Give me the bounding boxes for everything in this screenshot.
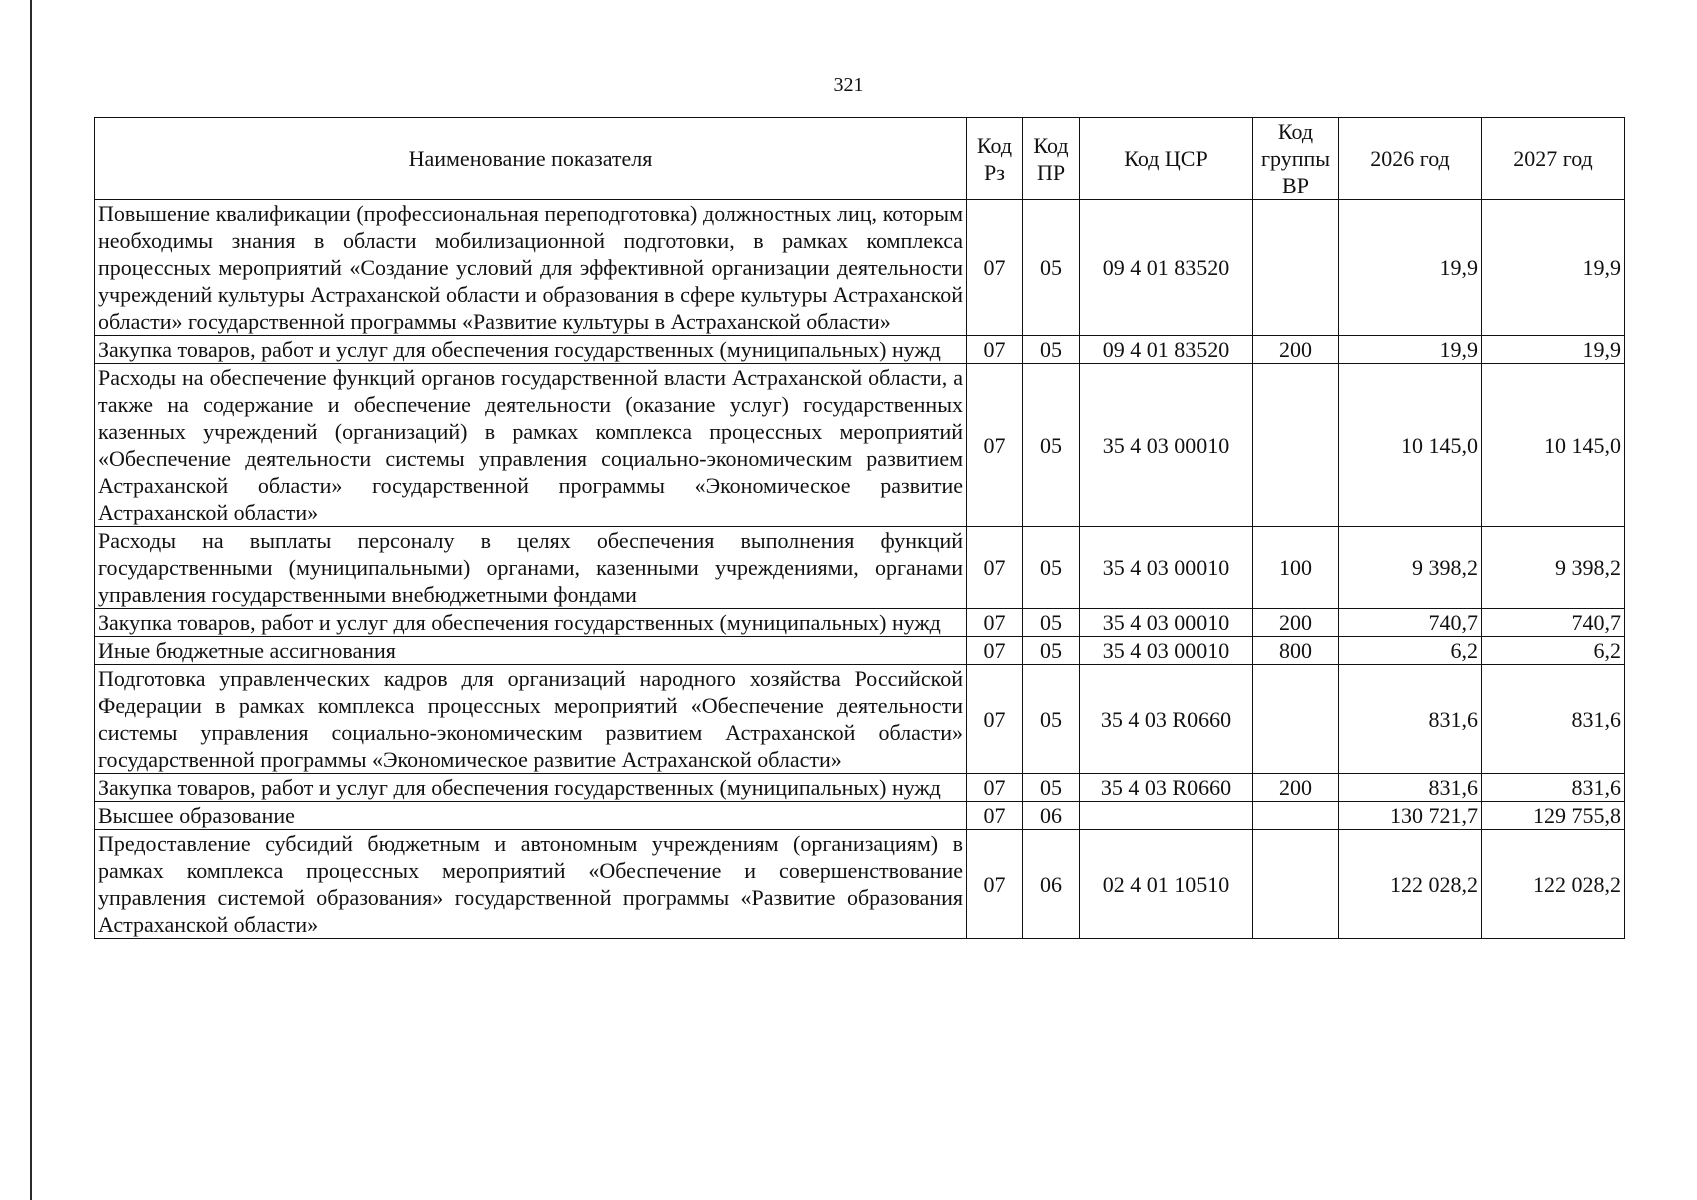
row-name: Закупка товаров, работ и услуг для обеспечения государственных (муниципальных) нужд (95, 609, 967, 637)
header-2027: 2027 год (1482, 118, 1625, 200)
row-pr: 05 (1023, 665, 1080, 774)
row-vr: 200 (1253, 336, 1339, 364)
row-2027: 129 755,8 (1482, 802, 1625, 830)
header-name: Наименование показателя (95, 118, 967, 200)
row-name: Предоставление субсидий бюджетным и автономным учреждениям (организациям) в рамках комплекса процессных мероприятий «Обеспечение и совершенствование управления системой образования» государственной программы «Развитие образования Астраханской области» (95, 830, 967, 939)
row-vr (1253, 665, 1339, 774)
row-2026: 6,2 (1339, 637, 1482, 665)
row-2027: 122 028,2 (1482, 830, 1625, 939)
row-2026: 19,9 (1339, 336, 1482, 364)
row-csr (1080, 802, 1253, 830)
row-vr: 200 (1253, 774, 1339, 802)
row-2026: 740,7 (1339, 609, 1482, 637)
table-row (95, 527, 1625, 609)
table-body (95, 200, 1625, 939)
table-row (95, 609, 1625, 637)
row-2027: 19,9 (1482, 200, 1625, 336)
table-row (95, 774, 1625, 802)
row-pr: 05 (1023, 774, 1080, 802)
row-rz: 07 (967, 527, 1023, 609)
table-row (95, 802, 1625, 830)
table-row (95, 637, 1625, 665)
row-rz: 07 (967, 637, 1023, 665)
row-vr (1253, 364, 1339, 527)
row-2027: 831,6 (1482, 665, 1625, 774)
row-2027: 10 145,0 (1482, 364, 1625, 527)
row-csr: 35 4 03 00010 (1080, 364, 1253, 527)
row-vr (1253, 830, 1339, 939)
row-name: Расходы на выплаты персоналу в целях обеспечения выполнения функций государственными (муниципальными) органами, казенными учреждениями, органами управления государственными внебюджетными фондами (95, 527, 967, 609)
header-vr: Код группы ВР (1253, 118, 1339, 200)
row-vr (1253, 200, 1339, 336)
row-vr: 800 (1253, 637, 1339, 665)
row-rz: 07 (967, 665, 1023, 774)
row-pr: 05 (1023, 527, 1080, 609)
row-csr: 02 4 01 10510 (1080, 830, 1253, 939)
row-2026: 831,6 (1339, 665, 1482, 774)
row-csr: 35 4 03 R0660 (1080, 774, 1253, 802)
row-name: Расходы на обеспечение функций органов государственной власти Астраханской области, а также на содержание и обеспечение деятельности (оказание услуг) государственных казенных учреждений (организаций) в рамках комплекса процессных мероприятий «Обеспечение деятельности системы управления социально-экономическим развитием Астраханской области» государственной программы «Экономическое развитие Астраханской области» (95, 364, 967, 527)
row-name: Иные бюджетные ассигнования (95, 637, 967, 665)
header-2026: 2026 год (1339, 118, 1482, 200)
row-vr: 100 (1253, 527, 1339, 609)
row-2027: 740,7 (1482, 609, 1625, 637)
table-header (95, 118, 1625, 200)
table-row (95, 830, 1625, 939)
header-csr: Код ЦСР (1080, 118, 1253, 200)
row-pr: 05 (1023, 200, 1080, 336)
row-pr: 05 (1023, 364, 1080, 527)
row-2027: 19,9 (1482, 336, 1625, 364)
row-2026: 19,9 (1339, 200, 1482, 336)
row-name: Закупка товаров, работ и услуг для обеспечения государственных (муниципальных) нужд (95, 774, 967, 802)
header-rz: Код Рз (967, 118, 1023, 200)
row-name: Повышение квалификации (профессиональная переподготовка) должностных лиц, которым необходимы знания в области мобилизационной подготовки, в рамках комплекса процессных мероприятий «Создание условий для эффективной организации деятельности учреждений культуры Астраханской области и образования в сфере культуры Астраханской области» государственной программы «Развитие культуры в Астраханской области» (95, 200, 967, 336)
row-csr: 09 4 01 83520 (1080, 200, 1253, 336)
row-rz: 07 (967, 336, 1023, 364)
row-name: Подготовка управленческих кадров для организаций народного хозяйства Российской Федерации в рамках комплекса процессных мероприятий «Обеспечение деятельности системы управления социально-экономическим развитием Астраханской области» государственной программы «Экономическое развитие Астраханской области» (95, 665, 967, 774)
row-csr: 09 4 01 83520 (1080, 336, 1253, 364)
row-csr: 35 4 03 00010 (1080, 527, 1253, 609)
row-rz: 07 (967, 200, 1023, 336)
row-2026: 831,6 (1339, 774, 1482, 802)
row-rz: 07 (967, 364, 1023, 527)
row-vr: 200 (1253, 609, 1339, 637)
row-2026: 130 721,7 (1339, 802, 1482, 830)
table-row (95, 665, 1625, 774)
row-2027: 6,2 (1482, 637, 1625, 665)
row-csr: 35 4 03 R0660 (1080, 665, 1253, 774)
row-rz: 07 (967, 830, 1023, 939)
row-pr: 05 (1023, 336, 1080, 364)
row-2027: 9 398,2 (1482, 527, 1625, 609)
row-pr: 06 (1023, 830, 1080, 939)
budget-table (94, 117, 1625, 939)
header-row (95, 118, 1625, 200)
page-number: 321 (833, 74, 864, 96)
row-csr: 35 4 03 00010 (1080, 609, 1253, 637)
table-row (95, 200, 1625, 336)
row-csr: 35 4 03 00010 (1080, 637, 1253, 665)
row-rz: 07 (967, 802, 1023, 830)
row-2026: 122 028,2 (1339, 830, 1482, 939)
row-name: Высшее образование (95, 802, 967, 830)
row-rz: 07 (967, 774, 1023, 802)
row-rz: 07 (967, 609, 1023, 637)
header-pr: Код ПР (1023, 118, 1080, 200)
row-2026: 10 145,0 (1339, 364, 1482, 527)
row-2027: 831,6 (1482, 774, 1625, 802)
table-row (95, 336, 1625, 364)
row-name: Закупка товаров, работ и услуг для обеспечения государственных (муниципальных) нужд (95, 336, 967, 364)
row-pr: 05 (1023, 609, 1080, 637)
row-pr: 06 (1023, 802, 1080, 830)
row-vr (1253, 802, 1339, 830)
table-row (95, 364, 1625, 527)
scan-edge-line (30, 0, 32, 1200)
row-pr: 05 (1023, 637, 1080, 665)
row-2026: 9 398,2 (1339, 527, 1482, 609)
